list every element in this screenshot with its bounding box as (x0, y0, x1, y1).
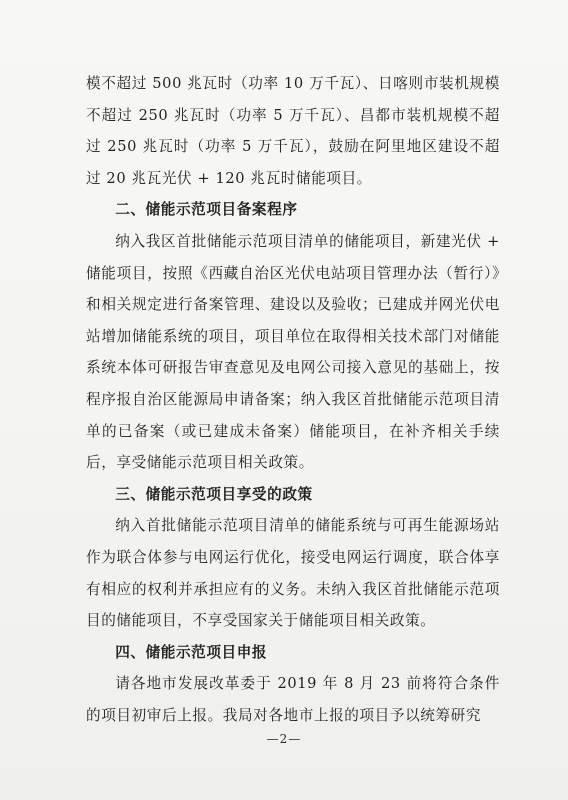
section-2-paragraph: 纳入我区首批储能示范项目清单的储能项目，新建光伏 + 储能项目，按照《西藏自治区光伏电站项目管理办法（暂行）》和相关规定进行备案管理、建设以及验收；已建成并网光伏电站增加储能系统的项目，项目单位在取得相关技术部门对储能系统本体可研报告审查意见及电网公司接入意见的基础上，按程序报自治区能源局申请备案；纳入我区首批储能示范项目清单的已备案（或已建成未备案）储能项目，在补齐相关手续后，享受储能示范项目相关政策。 (86, 232, 500, 472)
section-2-heading: 二、储能示范项目备案程序 (115, 201, 298, 219)
intro-paragraph: 模不超过 500 兆瓦时（功率 10 万千瓦）、日喀则市装机规模不超过 250 兆瓦时（功率 5 万千瓦）、昌都市装机规模不超过 250 兆瓦时（功率 5 万千瓦），鼓励在阿里地区建设不超过 20 兆瓦光伏 + 120 兆瓦时储能项目。 (86, 75, 500, 187)
section-3-heading: 三、储能示范项目享受的政策 (115, 485, 313, 503)
section-4-paragraph: 请各地市发展改革委于 2019 年 8 月 23 前将符合条件的项目初审后上报。我局对各地市上报的项目予以统筹研究 (86, 675, 500, 724)
page-number: —2— (266, 732, 302, 746)
section-4-heading: 四、储能示范项目申报 (115, 643, 268, 661)
document-body (86, 68, 500, 731)
section-3-paragraph: 纳入首批储能示范项目清单的储能系统与可再生能源场站作为联合体参与电网运行优化，接受电网运行调度，联合体享有相应的权利并承担应有的义务。未纳入我区首批储能示范项目的储能项目，不享受国家关于储能项目相关政策。 (86, 517, 500, 630)
